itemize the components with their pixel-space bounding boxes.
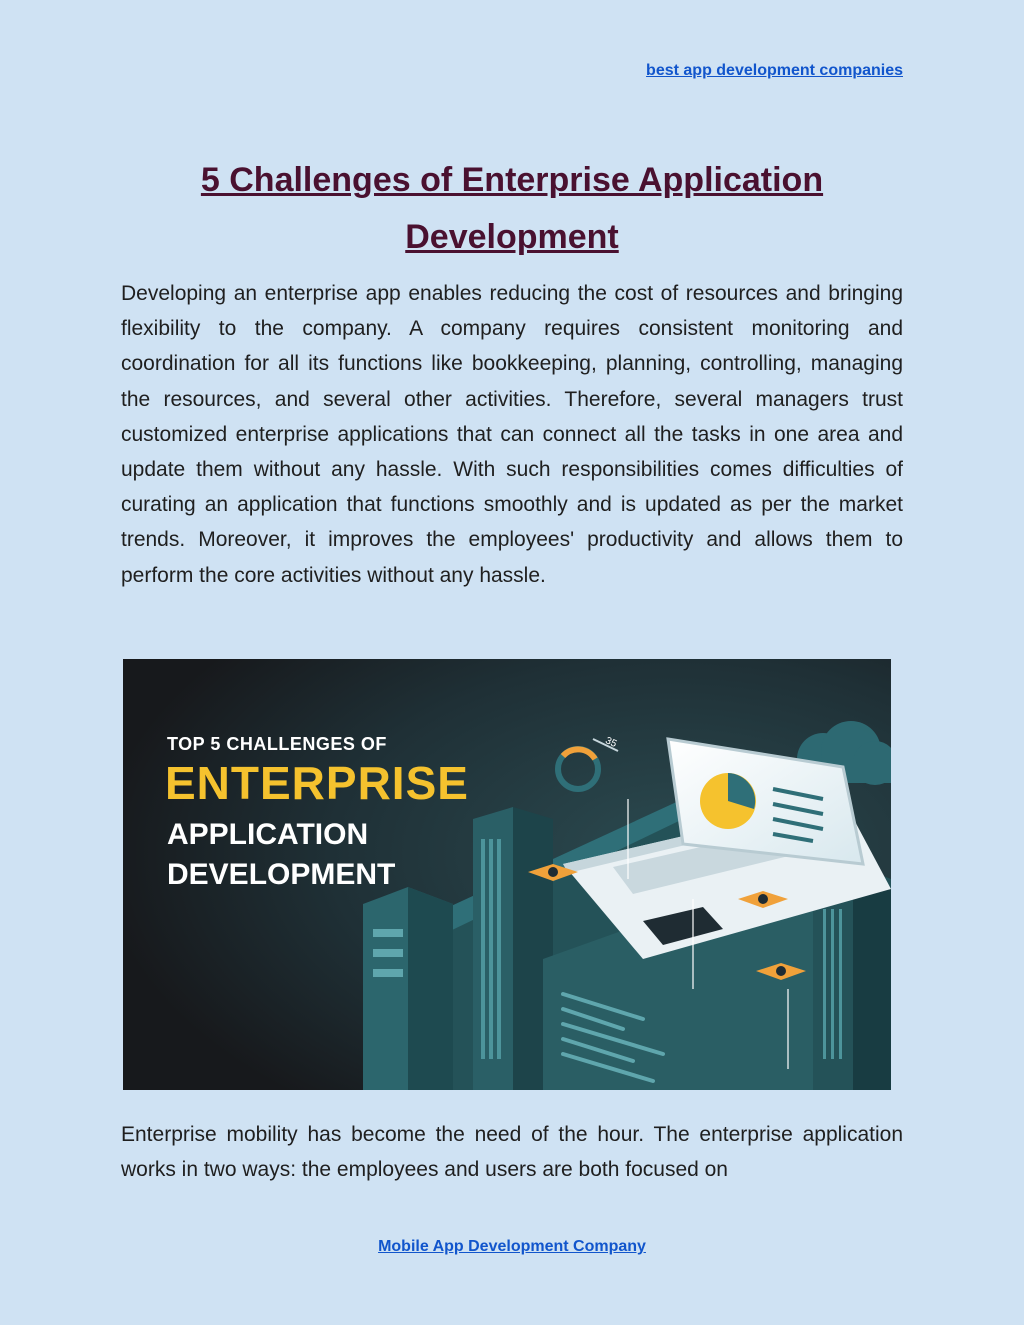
- header-link[interactable]: best app development companies: [646, 62, 903, 79]
- hero-line1: TOP 5 CHALLENGES OF: [167, 734, 387, 754]
- building-left: [473, 807, 553, 1090]
- building-front: [363, 887, 453, 1090]
- hero-line4: DEVELOPMENT: [167, 858, 396, 891]
- pie-chart-icon: [700, 773, 756, 829]
- footer-link[interactable]: Mobile App Development Company: [378, 1238, 646, 1255]
- badge-number: 35: [603, 735, 619, 750]
- hero-line3: APPLICATION: [167, 818, 369, 851]
- intro-paragraph: Developing an enterprise app enables reducing the cost of resources and bringing flexibility to the company. A company requires consistent monitoring and coordination for all its functions like bookkeeping, planning, controlling, managing the resources, and several other activities. Therefore, several managers trust customized enterprise applications that can connect all the tasks in one area and update them without any hassle. With such responsibilities comes difficulties of curating an application that functions smoothly and is updated as per the market trends. Moreover, it improves the employees' productivity and allows them to perform the core activities without any hassle.: [121, 282, 903, 587]
- article-title: 5 Challenges of Enterprise Application Development: [200, 161, 824, 256]
- continuation-paragraph: Enterprise mobility has become the need of the hour. The enterprise application works in two ways: the employees and users are both focused on: [121, 1123, 903, 1182]
- hero-line2: ENTERPRISE: [165, 757, 469, 809]
- hero-image: [123, 659, 891, 1090]
